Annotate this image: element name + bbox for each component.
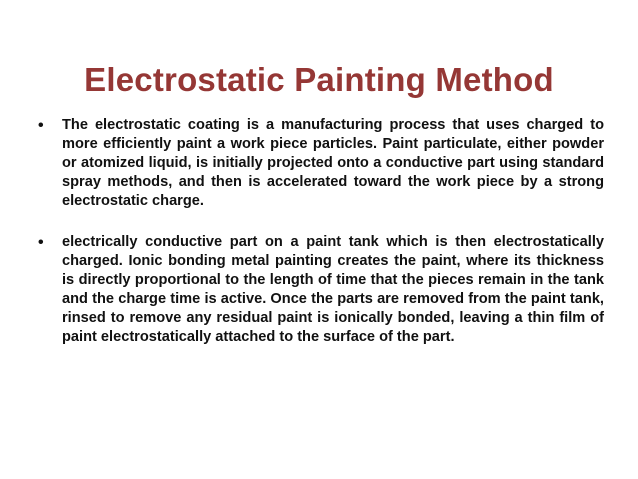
bullet-marker: • xyxy=(38,117,44,134)
bullet-item xyxy=(38,116,604,211)
bullet-text: The electrostatic coating is a manufacturing process that uses charged to more efficiently paint a work piece particles. Paint particulate, either powder or atomized liquid, is initially projected onto a conductive part using standard spray methods, and then is accelerated toward the work piece by a strong electrostatic charge. xyxy=(62,117,604,209)
bullet-text: electrically conductive part on a paint tank which is then electrostatically charged. Ionic bonding metal painting creates the paint, where its thickness is directly proportional to the length of time that the pieces remain in the tank and the charge time is active. Once the parts are removed from the paint tank, rinsed to remove any residual paint is ionically bonded, leaving a thin film of paint electrostatically attached to the surface of the part. xyxy=(62,234,604,345)
bullet-list xyxy=(38,116,604,369)
slide-title: Electrostatic Painting Method xyxy=(84,61,554,99)
bullet-marker: • xyxy=(38,234,44,251)
bullet-item xyxy=(38,233,604,347)
